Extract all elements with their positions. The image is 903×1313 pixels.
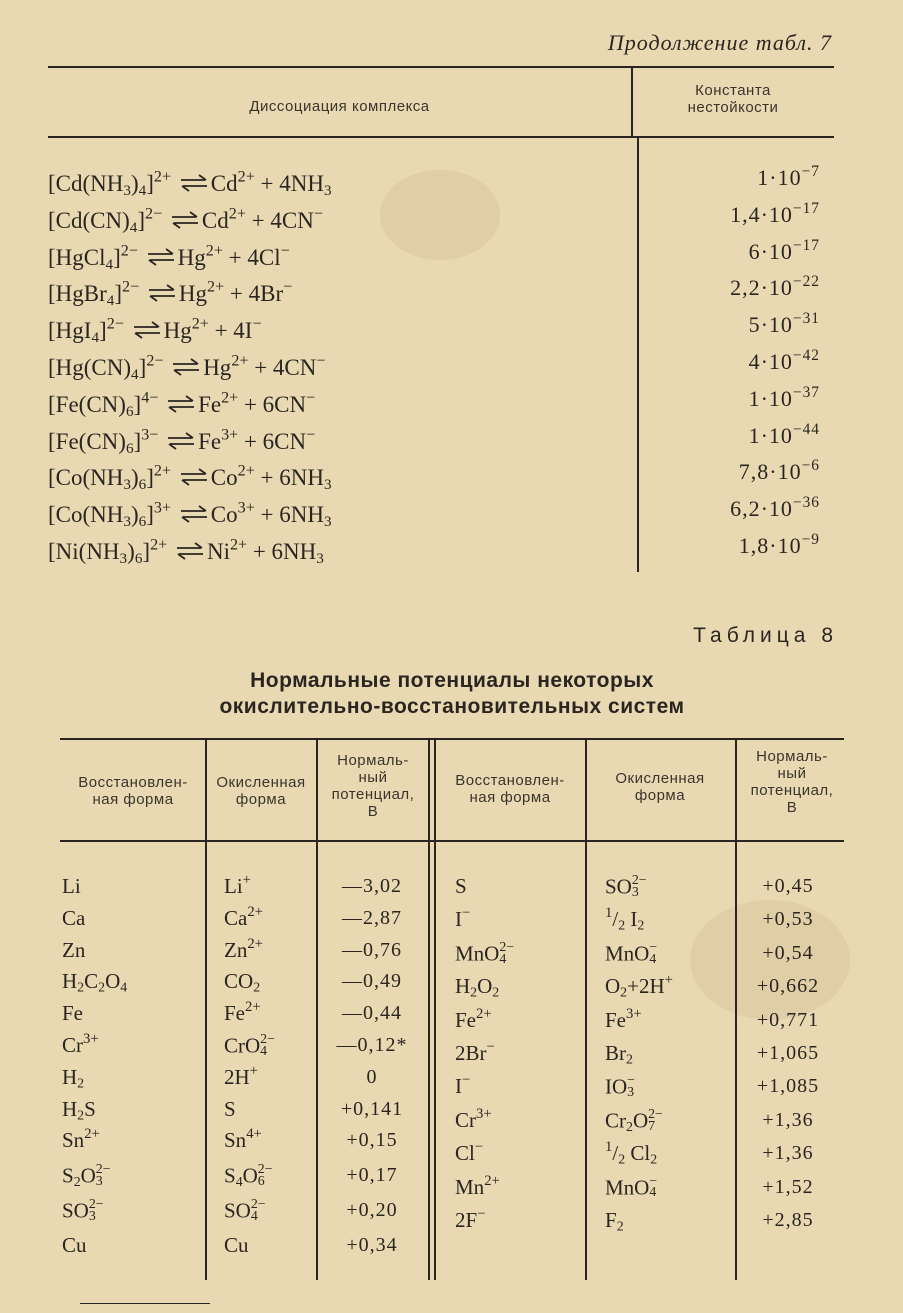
right-normal-potential: +2,85 [762,1209,814,1231]
left-oxidized-form: Li+ [224,872,251,898]
left-reduced-form: Fe [62,1001,83,1026]
left-reduced-form: Li [62,874,81,898]
paper-stain [380,170,500,260]
right-reduced-form: $H_2O_2$ [455,974,500,1000]
left-oxidized-form: $S_4O$ 2− 6 [224,1161,273,1190]
right-reduced-form: $Mn^{2+}$ [455,1172,500,1199]
header-line: Восстановлен- [78,774,188,791]
dissociation-equation: $[Cd(NH_3)_4]^{2+}$ $Cd^{2+} + 4NH_3$ [48,168,332,199]
dissociation-equation: $[Ni(NH_3)_6]^{2+}$ $Ni^{2+} + 6NH_3$ [48,536,324,567]
header-line: форма [634,787,686,804]
instability-constant: $1\cdot 10^{-44}$ [748,420,820,448]
instability-constant: $7,8\cdot 10^{-6}$ [738,457,820,485]
table7-header-dissociation: Диссоциация комплекса [249,98,430,115]
right-oxidized-form: MnO − 4 [605,1172,658,1200]
equilibrium-arrow-icon [179,504,209,524]
right-oxidized-form: $^1/_2$ $I_2$ [605,905,645,933]
left-oxidized-form: CrO 2− 4 [224,1031,275,1058]
header-reduced-form-left [62,774,204,808]
left-oxidized-form: $CO_2$ [224,969,261,995]
header-line: Восстановлен- [455,772,565,789]
header-potential-right [737,748,847,816]
right-oxidized-form: $^1/_2$ $Cl_2$ [605,1139,658,1167]
header-line: ная форма [92,791,174,808]
left-oxidized-form: S [224,1096,236,1121]
right-normal-potential: +0,54 [762,941,814,964]
table7-header-constant [633,82,833,116]
left-oxidized-form: $Fe^{2+}$ [224,999,261,1026]
left-reduced-form: $H_2S$ [62,1096,96,1123]
left-reduced-form: $H_2C_2O_4$ [62,969,128,995]
header-line: ный [358,769,388,786]
dissociation-equation: $[Co(NH_3)_6]^{2+}$ $Co^{2+} + 6NH_3$ [48,462,332,494]
header-line: Окисленная [216,774,306,791]
instability-constant: $1,8\cdot 10^{-9}$ [738,530,820,558]
continuation-title: Продолжение табл. 7 [607,30,832,55]
right-oxidized-form: MnO − 4 [605,938,658,966]
table8-label: Таблица 8 [693,624,838,647]
header-line: нестойкости [687,99,779,116]
instability-constant: $5\cdot 10^{-31}$ [748,309,820,338]
right-reduced-form: 2F− [455,1206,486,1232]
left-oxidized-form: $Sn^{4+}$ [224,1126,262,1153]
table8-double-divider [428,740,430,1280]
right-normal-potential: +1,065 [756,1042,820,1064]
right-oxidized-form: $Cr_2O$ 2− 7 [605,1105,663,1134]
equilibrium-arrow-icon [179,173,209,193]
left-reduced-form: Ca [62,905,86,930]
right-normal-potential: +0,662 [756,975,820,998]
header-reduced-form-right [436,772,584,806]
right-reduced-form: $Cr^{3+}$ [455,1105,492,1132]
header-line: ный [777,765,807,782]
title-line: Нормальные потенциалы некоторых [250,669,654,692]
right-reduced-form: Cl− [455,1139,484,1166]
right-normal-potential: +1,52 [762,1175,814,1198]
table8-double-divider [434,740,436,1280]
header-potential-left [318,752,428,820]
right-normal-potential: +0,53 [762,908,814,931]
left-oxidized-form: $Ca^{2+}$ [224,903,263,930]
left-reduced-form: Zn [62,937,86,962]
right-normal-potential: +1,36 [762,1108,814,1131]
right-oxidized-form: $F_2$ [605,1208,624,1234]
dissociation-equation: $[Co(NH_3)_6]^{3+}$ $Co^{3+} + 6NH_3$ [48,499,332,530]
equilibrium-arrow-icon [171,357,201,377]
equilibrium-arrow-icon [175,541,205,561]
header-line: ная форма [469,789,551,806]
left-normal-potential: —2,87 [342,906,402,929]
left-normal-potential: —3,02 [342,875,402,897]
right-reduced-form: S [455,874,467,898]
footnote-rule [80,1303,210,1304]
instability-constant: $6\cdot 10^{-17}$ [748,236,820,264]
title-line: окислительно-восстановительных систем [219,695,685,718]
equilibrium-arrow-icon [179,467,209,487]
left-normal-potential: —0,12* [336,1034,408,1056]
instability-constant: $1\cdot 10^{-7}$ [757,162,820,190]
table8-column-divider [735,740,737,1280]
dissociation-equation: $[Fe(CN)_6]^{3-}$ $Fe^{3+} + 6CN^-$ [48,425,316,457]
table8-column-divider [585,740,587,1280]
header-line: В [367,803,379,820]
header-line: форма [235,791,287,808]
left-normal-potential: —0,44 [342,1002,402,1025]
dissociation-equation: [HgBr$_4$]$^{2-}$ $Hg^{2+} + 4Br^-$ [48,278,293,310]
instability-constant: $2,2\cdot 10^{-22}$ [730,273,820,301]
left-oxidized-form: Cu [224,1232,249,1257]
equilibrium-arrow-icon [146,247,176,267]
right-reduced-form: I− [455,1072,471,1099]
equilibrium-arrow-icon [170,210,200,230]
equilibrium-arrow-icon [147,283,177,303]
left-normal-potential: —0,49 [342,970,402,993]
left-reduced-form: $Sn^{2+}$ [62,1126,100,1153]
instability-constant: $1,4\cdot 10^{-17}$ [730,199,820,227]
left-normal-potential: +0,20 [346,1199,398,1221]
header-oxidized-form-left [207,774,315,808]
equilibrium-arrow-icon [132,320,162,340]
right-reduced-form: $Fe^{2+}$ [455,1005,492,1032]
header-oxidized-form-right [587,770,733,804]
left-reduced-form: $S_2O$ 2− 3 [62,1161,111,1190]
left-reduced-form: SO 2− 3 [62,1196,104,1223]
table7-top-rule [48,66,834,68]
table7-header-rule [48,136,834,138]
left-oxidized-form: SO 2− 4 [224,1196,266,1223]
header-line: потенциал, [750,782,834,799]
table7-column-divider [637,138,639,572]
right-normal-potential: +0,771 [756,1008,820,1031]
table8-top-rule [60,738,844,740]
left-oxidized-form: $Zn^{2+}$ [224,935,263,962]
table8-column-divider [205,740,207,1280]
equilibrium-arrow-icon [166,431,196,451]
left-normal-potential: +0,141 [340,1097,404,1120]
equilibrium-arrow-icon [166,394,196,414]
right-normal-potential: +1,36 [762,1142,814,1165]
right-oxidized-form: SO 2− 3 [605,872,647,899]
right-oxidized-form: $O_2+2H^+$ [605,972,673,1000]
header-line: потенциал, [331,786,415,803]
header-line: В [786,799,798,816]
left-normal-potential: 0 [366,1065,378,1088]
table8-title [120,668,784,720]
dissociation-equation: [HgCl$_4$]$^{2-}$ $Hg^{2+} + 4Cl^-$ [48,241,290,273]
left-reduced-form: Cu [62,1232,87,1257]
right-reduced-form: MnO 2− 4 [455,938,515,966]
header-line: Окисленная [615,770,705,787]
dissociation-equation: $[Hg(CN)_4]^{2-}$ $Hg^{2+} + 4CN^-$ [48,352,326,383]
header-line: Нормаль- [337,752,409,769]
table8-header-rule [60,840,844,842]
table8-column-divider [316,740,318,1280]
dissociation-equation: $[Fe(CN)_6]^{4-}$ $Fe^{2+} + 6CN^-$ [48,389,316,420]
instability-constant: $4\cdot 10^{-42}$ [748,346,820,374]
instability-constant: $1\cdot 10^{-37}$ [748,383,820,411]
right-oxidized-form: IO − 3 [605,1072,635,1100]
instability-constant: $6,2\cdot 10^{-36}$ [730,493,820,522]
left-reduced-form: $Cr^{3+}$ [62,1031,99,1057]
left-normal-potential: —0,76 [342,938,402,961]
dissociation-equation: $[HgI_4]^{2-}$ $Hg^{2+} + 4I^-$ [48,315,262,346]
right-oxidized-form: $Br_2$ [605,1041,633,1067]
right-normal-potential: +0,45 [762,875,814,897]
right-normal-potential: +1,085 [756,1075,820,1098]
header-line: Нормаль- [756,748,828,765]
left-normal-potential: +0,34 [346,1233,398,1256]
left-normal-potential: +0,17 [346,1164,398,1187]
header-line: Константа [695,82,771,99]
right-oxidized-form: $Fe^{3+}$ [605,1005,642,1032]
dissociation-equation: $[Cd(CN)_4]^{2-}$ $Cd^{2+} + 4CN^-$ [48,205,323,236]
left-oxidized-form: 2H+ [224,1062,258,1089]
right-reduced-form: I− [455,905,471,932]
left-normal-potential: +0,15 [346,1129,398,1152]
left-reduced-form: $H_2$ [62,1064,85,1091]
right-reduced-form: 2Br− [455,1039,495,1065]
